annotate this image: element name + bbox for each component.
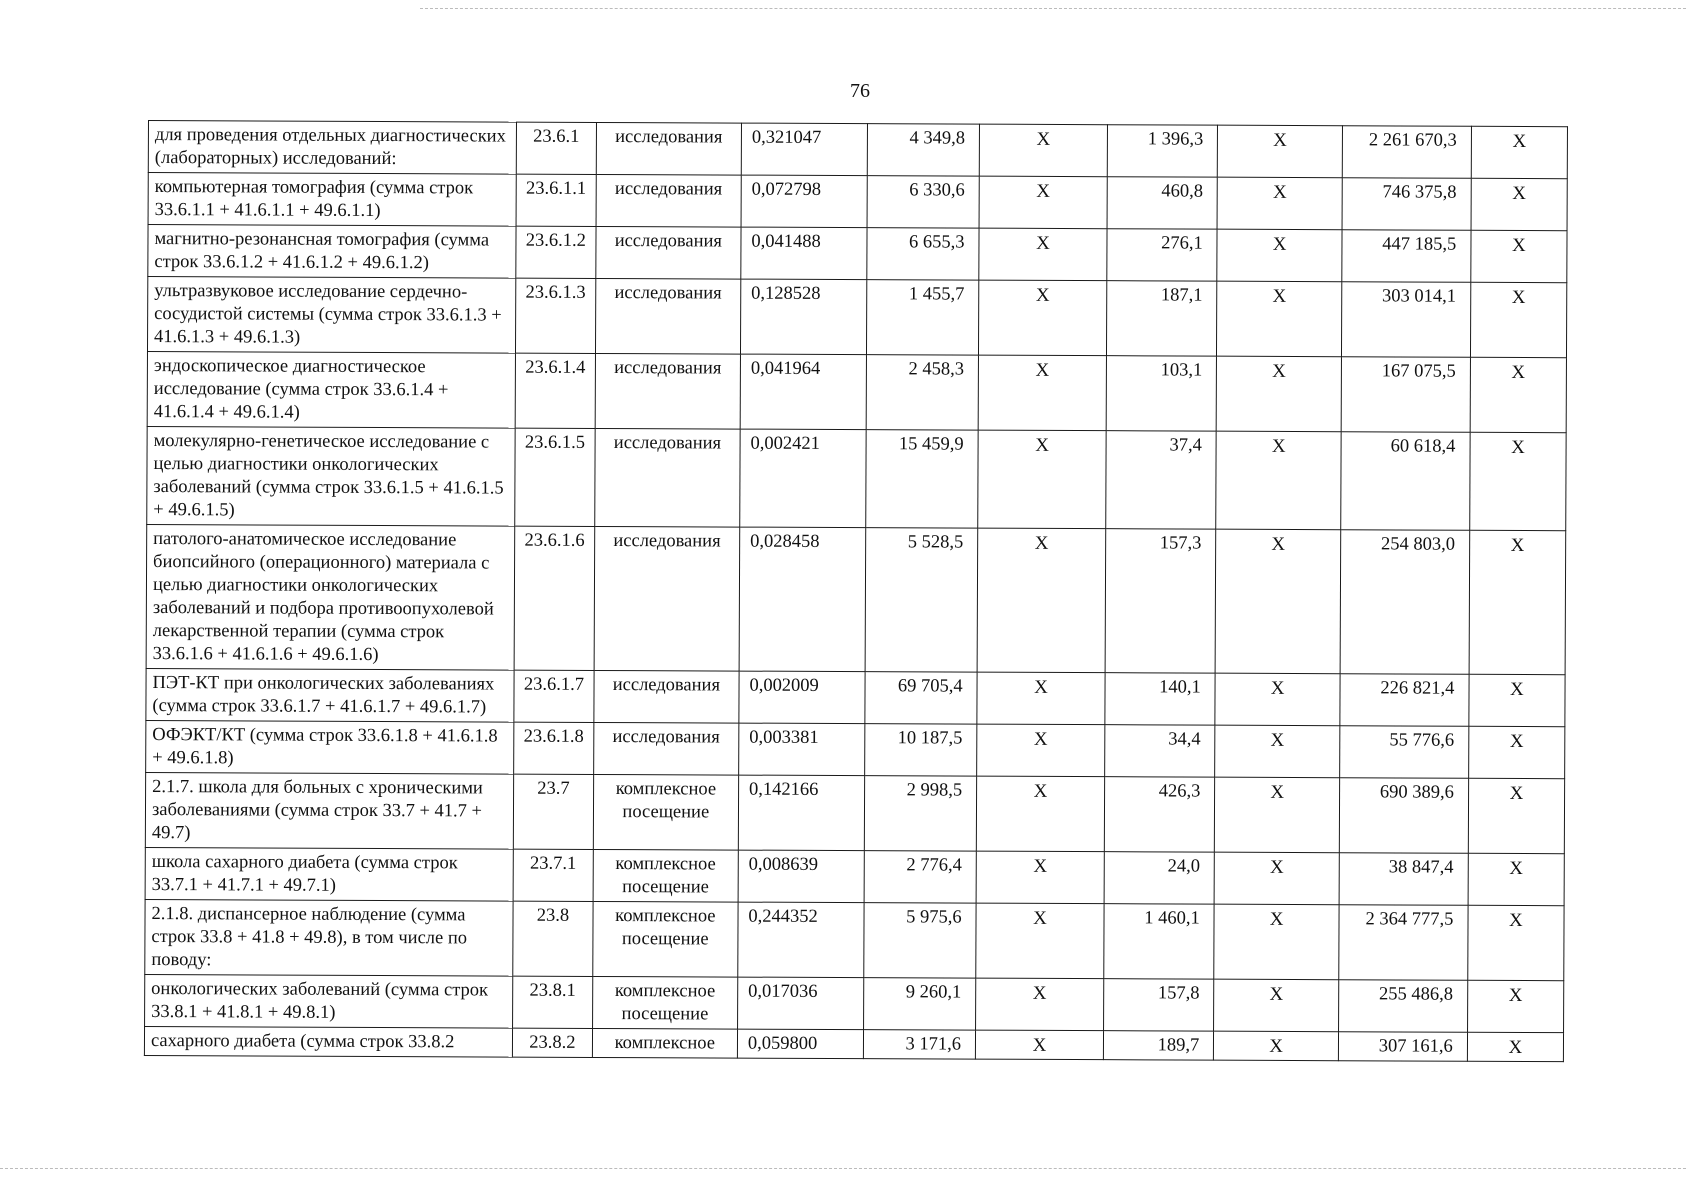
program-volumes-table bbox=[144, 120, 1568, 1062]
row-coefficient: 0,003381 bbox=[739, 723, 865, 776]
row-name: школа сахарного диабета (сумма строк 33.7.1 + 41.7.1 + 49.7.1) bbox=[145, 847, 513, 901]
row-code: 23.6.1.4 bbox=[515, 353, 595, 428]
row-cost: 10 187,5 bbox=[864, 724, 977, 776]
row-col6: Х bbox=[977, 724, 1105, 777]
table-row bbox=[146, 524, 1566, 674]
row-code: 23.6.1.2 bbox=[516, 226, 596, 278]
row-col6: Х bbox=[979, 280, 1107, 356]
row-name: ультразвуковое исследование сердечно-сосудистой системы (сумма строк 33.6.1.3 + 41.6.1.3 + 49.6.1.3) bbox=[147, 277, 515, 354]
table-row bbox=[148, 121, 1567, 179]
row-col6: Х bbox=[977, 672, 1105, 725]
row-code: 23.7 bbox=[513, 774, 593, 849]
row-col7: 426,3 bbox=[1104, 777, 1215, 852]
row-col10: Х bbox=[1471, 178, 1567, 230]
row-col9: 226 821,4 bbox=[1340, 674, 1469, 727]
table-row bbox=[145, 899, 1564, 980]
row-col7: 189,7 bbox=[1103, 1031, 1214, 1060]
scan-top-edge bbox=[420, 8, 1686, 9]
row-col8: Х bbox=[1214, 1031, 1339, 1061]
row-col9: 2 261 670,3 bbox=[1342, 126, 1471, 179]
row-col7: 140,1 bbox=[1105, 673, 1216, 725]
row-unit: комплексное посещение bbox=[592, 976, 737, 1029]
row-col9: 255 486,8 bbox=[1339, 980, 1468, 1033]
row-cost: 5 528,5 bbox=[865, 528, 978, 672]
row-col6: Х bbox=[976, 851, 1104, 904]
row-col10: Х bbox=[1468, 778, 1564, 853]
row-code: 23.6.1.6 bbox=[514, 526, 594, 670]
row-col8: Х bbox=[1215, 725, 1340, 778]
row-col9: 746 375,8 bbox=[1342, 178, 1471, 231]
row-name: онкологических заболеваний (сумма строк 33.8.1 + 41.8.1 + 49.8.1) bbox=[145, 974, 513, 1028]
row-col8: Х bbox=[1214, 852, 1339, 905]
row-col7: 157,8 bbox=[1103, 979, 1214, 1031]
row-col8: Х bbox=[1217, 281, 1342, 357]
row-col8: Х bbox=[1216, 431, 1341, 530]
row-col9: 254 803,0 bbox=[1340, 530, 1469, 675]
row-unit: комплексное посещение bbox=[593, 849, 738, 902]
row-col8: Х bbox=[1216, 356, 1341, 432]
row-col10: Х bbox=[1468, 726, 1564, 778]
row-cost: 2 458,3 bbox=[866, 355, 979, 430]
row-col10: Х bbox=[1467, 1032, 1563, 1061]
table-row bbox=[145, 772, 1564, 853]
row-col10: Х bbox=[1468, 853, 1564, 905]
row-col10: Х bbox=[1467, 980, 1563, 1032]
row-col8: Х bbox=[1215, 529, 1340, 674]
row-name: магнитно-резонансная томография (сумма строк 33.6.1.2 + 41.6.1.2 + 49.6.1.2) bbox=[148, 225, 516, 279]
row-cost: 6 655,3 bbox=[866, 228, 979, 280]
row-col9: 167 075,5 bbox=[1341, 357, 1470, 433]
row-coefficient: 0,002421 bbox=[740, 429, 866, 528]
row-unit: исследования bbox=[594, 428, 740, 527]
row-col6: Х bbox=[978, 430, 1106, 529]
row-col6: Х bbox=[979, 124, 1107, 177]
row-col7: 1 396,3 bbox=[1107, 125, 1218, 177]
row-col9: 307 161,6 bbox=[1338, 1032, 1467, 1062]
row-unit: исследования bbox=[596, 122, 741, 175]
row-unit: исследования bbox=[596, 226, 741, 279]
row-unit: исследования bbox=[594, 670, 739, 723]
table-row bbox=[144, 1026, 1563, 1061]
row-name: ПЭТ-КТ при онкологических заболеваниях (сумма строк 33.6.1.7 + 41.6.1.7 + 49.6.1.7) bbox=[146, 668, 514, 722]
row-col8: Х bbox=[1214, 979, 1339, 1032]
table-row bbox=[148, 225, 1567, 283]
row-coefficient: 0,041488 bbox=[741, 227, 867, 280]
row-col9: 447 185,5 bbox=[1342, 230, 1471, 283]
row-code: 23.6.1.8 bbox=[514, 722, 594, 774]
table-row bbox=[145, 974, 1564, 1032]
row-col7: 24,0 bbox=[1104, 852, 1215, 904]
row-name: патолого-анатомическое исследование биопсийного (операционного) материала с целью диагностики онкологических заболеваний и подбора противоопухолевой лекарственной терапии (сумма строк 33.6.1.6 + 41.6.1.6 + 49.6.1.6) bbox=[146, 524, 515, 670]
row-cost: 6 330,6 bbox=[867, 176, 980, 228]
row-col6: Х bbox=[976, 1030, 1104, 1060]
row-coefficient: 0,028458 bbox=[739, 527, 865, 672]
row-col10: Х bbox=[1468, 905, 1564, 980]
row-name: 2.1.8. диспансерное наблюдение (сумма строк 33.8 + 41.8 + 49.8), в том числе по поводу: bbox=[145, 899, 513, 976]
row-col9: 690 389,6 bbox=[1339, 778, 1468, 854]
row-coefficient: 0,142166 bbox=[738, 775, 864, 851]
row-coefficient: 0,128528 bbox=[740, 279, 866, 355]
row-cost: 69 705,4 bbox=[865, 672, 978, 724]
row-col7: 103,1 bbox=[1106, 356, 1217, 431]
row-col8: Х bbox=[1214, 904, 1339, 980]
row-coefficient: 0,008639 bbox=[738, 850, 864, 903]
row-col7: 460,8 bbox=[1107, 177, 1218, 229]
row-col10: Х bbox=[1469, 530, 1566, 674]
row-col7: 34,4 bbox=[1105, 725, 1216, 777]
table-row bbox=[146, 668, 1565, 726]
row-name: ОФЭКТ/КТ (сумма строк 33.6.1.8 + 41.6.1.8 + 49.6.1.8) bbox=[146, 720, 514, 774]
row-cost: 15 459,9 bbox=[865, 430, 978, 528]
row-code: 23.6.1.1 bbox=[516, 174, 596, 226]
row-col6: Х bbox=[976, 776, 1104, 852]
scan-bottom-edge bbox=[0, 1168, 1686, 1169]
row-code: 23.8 bbox=[513, 901, 593, 976]
row-col6: Х bbox=[979, 176, 1107, 229]
table-row bbox=[147, 426, 1566, 530]
row-coefficient: 0,072798 bbox=[741, 175, 867, 228]
row-col9: 60 618,4 bbox=[1341, 432, 1470, 531]
row-name: компьютерная томография (сумма строк 33.6.1.1 + 41.6.1.1 + 49.6.1.1) bbox=[148, 173, 516, 227]
table-row bbox=[147, 351, 1566, 432]
row-coefficient: 0,002009 bbox=[739, 671, 865, 724]
table-row bbox=[147, 277, 1566, 358]
row-coefficient: 0,017036 bbox=[737, 977, 863, 1030]
row-cost: 1 455,7 bbox=[866, 280, 979, 355]
row-cost: 2 776,4 bbox=[864, 851, 977, 903]
row-col10: Х bbox=[1471, 230, 1567, 282]
row-unit: комплексное bbox=[592, 1028, 737, 1058]
row-col6: Х bbox=[978, 355, 1106, 431]
row-coefficient: 0,041964 bbox=[740, 354, 866, 430]
row-cost: 5 975,6 bbox=[863, 903, 976, 978]
row-unit: комплексное посещение bbox=[593, 774, 738, 850]
row-name: молекулярно-генетическое исследование с целью диагностики онкологических заболеваний (сумма строк 33.6.1.5 + 41.6.1.5 + 49.6.1.5) bbox=[147, 426, 515, 526]
row-col6: Х bbox=[977, 528, 1105, 673]
row-coefficient: 0,059800 bbox=[737, 1029, 863, 1059]
row-col10: Х bbox=[1471, 126, 1567, 178]
row-col9: 303 014,1 bbox=[1341, 282, 1470, 358]
row-cost: 4 349,8 bbox=[867, 124, 980, 176]
row-col8: Х bbox=[1217, 229, 1342, 282]
row-col8: Х bbox=[1215, 777, 1340, 853]
row-code: 23.8.2 bbox=[512, 1028, 592, 1057]
row-col6: Х bbox=[979, 228, 1107, 281]
row-col9: 2 364 777,5 bbox=[1339, 905, 1468, 981]
row-unit: исследования bbox=[595, 278, 740, 354]
table-row bbox=[146, 720, 1565, 778]
row-col10: Х bbox=[1470, 282, 1566, 357]
row-col10: Х bbox=[1469, 674, 1565, 726]
row-name: для проведения отдельных диагностических (лабораторных) исследований: bbox=[148, 121, 516, 175]
table-row bbox=[148, 173, 1567, 231]
row-col6: Х bbox=[976, 903, 1104, 979]
row-unit: комплексное посещение bbox=[593, 901, 738, 977]
row-col7: 157,3 bbox=[1105, 529, 1216, 673]
table-body bbox=[144, 121, 1567, 1062]
row-unit: исследования bbox=[593, 722, 738, 775]
row-col7: 1 460,1 bbox=[1104, 904, 1215, 979]
row-code: 23.6.1 bbox=[516, 122, 596, 174]
row-cost: 9 260,1 bbox=[863, 978, 976, 1030]
row-code: 23.6.1.5 bbox=[515, 428, 595, 526]
row-col10: Х bbox=[1470, 357, 1566, 432]
row-unit: исследования bbox=[594, 526, 740, 671]
row-col8: Х bbox=[1217, 177, 1342, 230]
table-row bbox=[145, 847, 1564, 905]
row-col8: Х bbox=[1218, 125, 1343, 178]
row-code: 23.6.1.3 bbox=[516, 278, 596, 353]
row-col7: 276,1 bbox=[1107, 229, 1218, 281]
page-number: 76 bbox=[850, 80, 870, 102]
row-col9: 55 776,6 bbox=[1340, 726, 1469, 779]
row-col7: 187,1 bbox=[1106, 281, 1217, 356]
row-col9: 38 847,4 bbox=[1339, 853, 1468, 906]
row-code: 23.6.1.7 bbox=[514, 670, 594, 722]
row-col10: Х bbox=[1470, 432, 1567, 530]
row-cost: 3 171,6 bbox=[863, 1030, 976, 1059]
row-code: 23.7.1 bbox=[513, 849, 593, 901]
row-code: 23.8.1 bbox=[513, 976, 593, 1028]
row-name: эндоскопическое диагностическое исследование (сумма строк 33.6.1.4 + 41.6.1.4 + 49.6.1.4) bbox=[147, 351, 515, 428]
row-name: сахарного диабета (сумма строк 33.8.2 bbox=[144, 1026, 512, 1057]
row-col8: Х bbox=[1215, 673, 1340, 726]
row-name: 2.1.7. школа для больных с хроническими заболеваниями (сумма строк 33.7 + 41.7 + 49.7) bbox=[145, 772, 513, 849]
row-cost: 2 998,5 bbox=[864, 776, 977, 851]
row-unit: исследования bbox=[595, 353, 740, 429]
row-col6: Х bbox=[976, 978, 1104, 1031]
row-col7: 37,4 bbox=[1106, 431, 1217, 529]
row-coefficient: 0,244352 bbox=[738, 902, 864, 978]
row-unit: исследования bbox=[596, 174, 741, 227]
row-coefficient: 0,321047 bbox=[741, 123, 867, 176]
